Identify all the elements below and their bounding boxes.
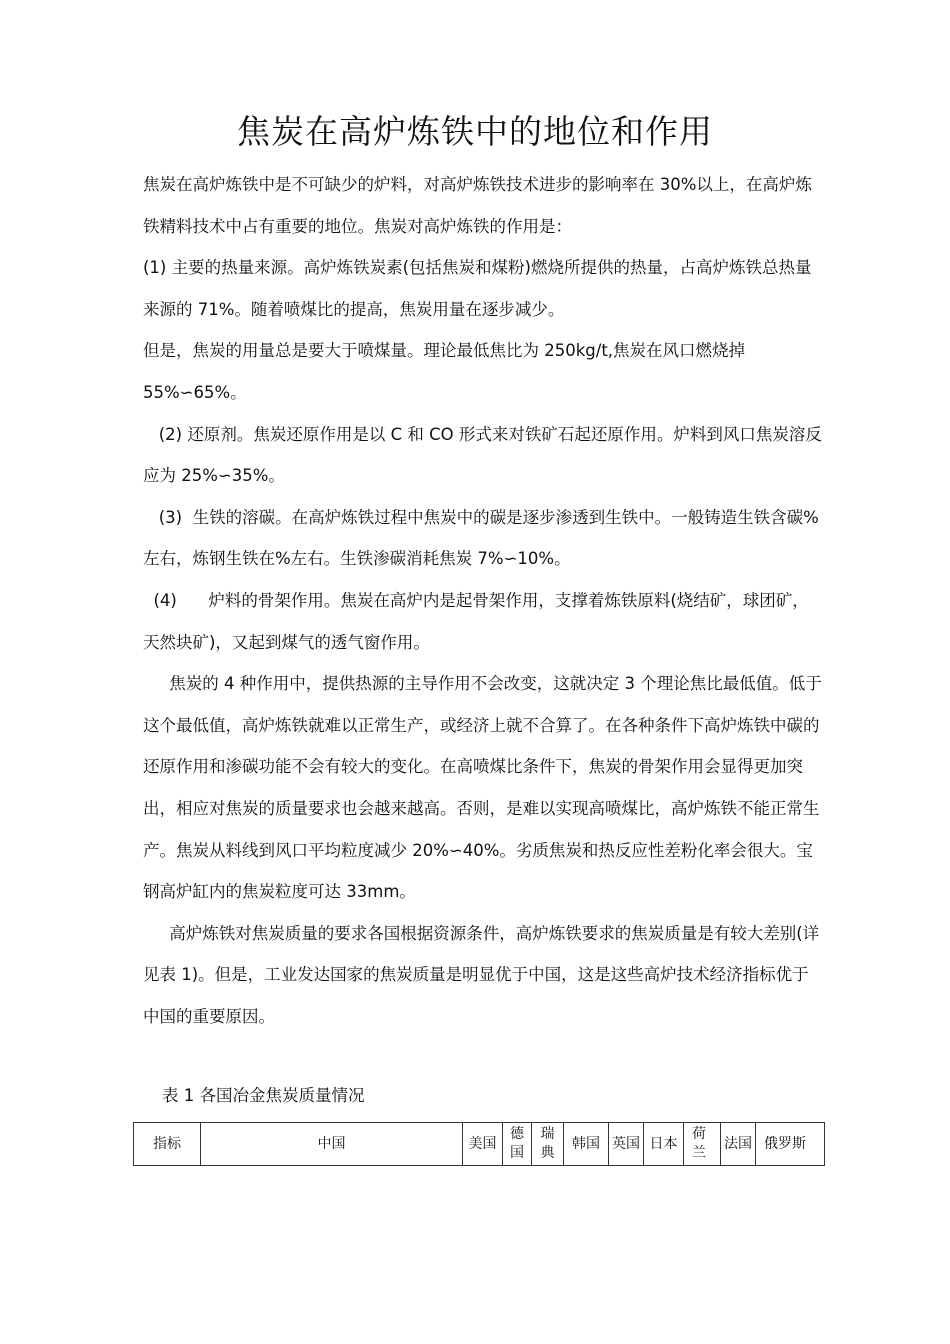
header-cell-uk: 英国 (609, 1123, 644, 1166)
header-cell-france: 法国 (721, 1123, 756, 1166)
table-header-row (134, 1123, 825, 1166)
paragraph-coke-ratio: 但是，焦炭的用量总是要大于喷煤量。理论最低焦比为 250kg/t,焦炭在风口燃烧掉 55%∽65%。 (143, 341, 751, 402)
table-caption: 表 1 各国冶金焦炭质量情况 (162, 1086, 365, 1105)
header-cell-japan: 日本 (644, 1123, 684, 1166)
paragraph-analysis: 焦炭的 4 种作用中，提供热源的主导作用不会改变，这就决定 3 个理论焦比最低值。低于这个最低值，高炉炼铁就难以正常生产，或经济上就不合算了。在各种条件下高炉炼铁中碳的还原作用和渗碳功能不会有较大的变化。在高喷煤比条件下，焦炭的骨架作用会显得更加突出，相应对焦炭的质量要求也会越来越高。否则，是难以实现高喷煤比，高炉炼铁不能正常生产。焦炭从料线到风口平均粒度减少 20%∽40%。劣质焦炭和热反应性差粉化率会很大。宝钢高炉缸内的焦炭粒度可达 33mm。 (143, 674, 822, 902)
paragraph-carburization: (3) 生铁的溶碳。在高炉炼铁过程中焦炭中的碳是逐步渗透到生铁中。一般铸造生铁含碳%左右，炼钢生铁在%左右。生铁渗碳消耗焦炭 7%∽10%。 (143, 507, 819, 569)
header-cell-usa: 美国 (463, 1123, 503, 1166)
coke-quality-table (133, 1122, 825, 1166)
header-cell-indicator: 指标 (134, 1123, 201, 1166)
document-title: 焦炭在高炉炼铁中的地位和作用 (237, 112, 713, 151)
paragraph-skeleton: (4) 炉料的骨架作用。焦炭在高炉内是起骨架作用，支撑着炼铁原料(烧结矿，球团矿，天然块矿)，又起到煤气的透气窗作用。 (143, 590, 809, 652)
document-body (143, 164, 823, 1037)
paragraph-heat-source: (1) 主要的热量来源。高炉炼铁炭素(包括焦炭和煤粉)燃烧所提供的热量，占高炉炼铁总热量来源的 71%。随着喷煤比的提高，焦炭用量在逐步减少。 (143, 258, 812, 319)
header-cell-china: 中国 (201, 1123, 463, 1166)
paragraph-intro: 焦炭在高炉炼铁中是不可缺少的炉料，对高炉炼铁技术进步的影响率在 30%以上，在高炉炼铁精料技术中占有重要的地位。焦炭对高炉炼铁的作用是： (143, 175, 812, 236)
header-cell-netherlands: 荷兰 (684, 1123, 721, 1166)
paragraph-quality: 高炉炼铁对焦炭质量的要求各国根据资源条件，高炉炼铁要求的焦炭质量是有较大差别(详见表 1)。但是，工业发达国家的焦炭质量是明显优于中国，这是这些高炉技术经济指标优于中国的重要原因。 (143, 923, 820, 1026)
header-cell-russia: 俄罗斯 (756, 1123, 825, 1166)
paragraph-reducing-agent: (2) 还原剂。焦炭还原作用是以 C 和 CO 形式来对铁矿石起还原作用。炉料到风口焦炭溶反应为 25%∽35%。 (143, 424, 822, 486)
header-cell-sweden: 瑞典 (532, 1123, 564, 1166)
header-cell-korea: 韩国 (564, 1123, 609, 1166)
header-cell-germany: 德国 (503, 1123, 532, 1166)
